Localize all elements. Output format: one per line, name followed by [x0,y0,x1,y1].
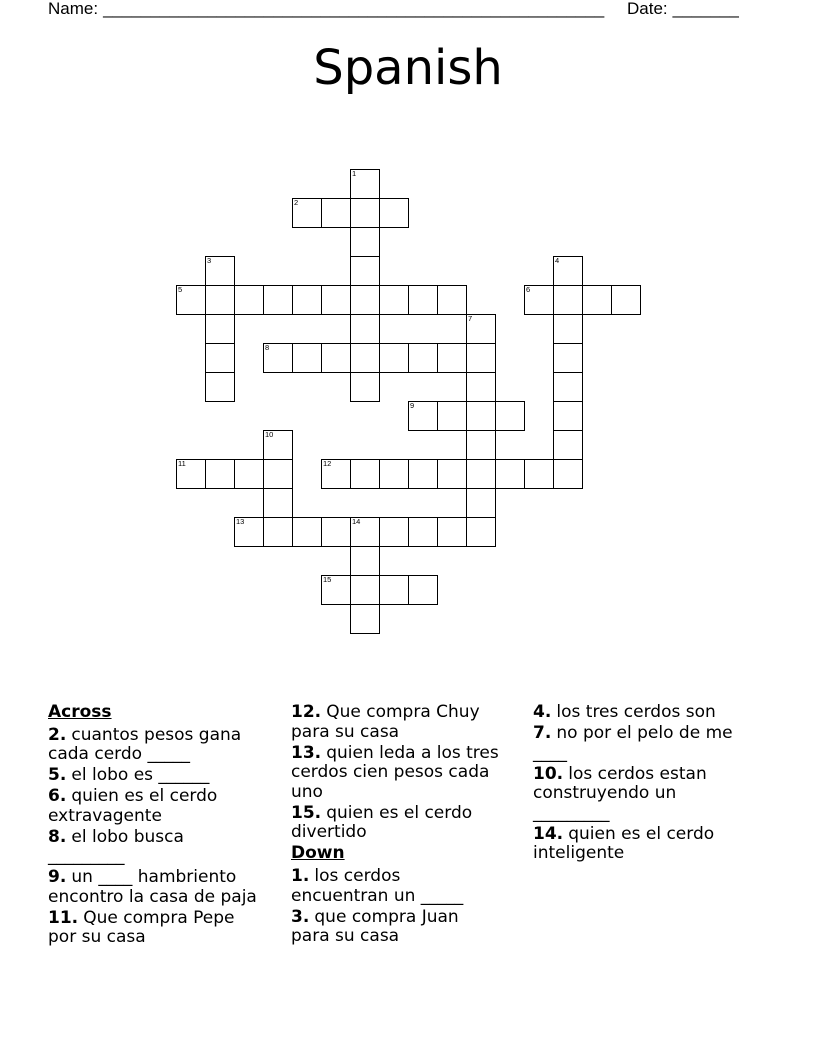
crossword-cell [350,604,380,634]
crossword-cell [350,343,380,373]
name-label: Name: [48,0,99,18]
crossword-cell [263,285,293,315]
clue-number: 4. [533,702,552,722]
clue-text: Que compra Pepe por su casa [48,907,235,948]
across-clue [291,744,527,803]
crossword-cell [553,285,583,315]
across-clue [48,828,284,867]
across-clue [48,787,284,826]
crossword-cell [524,459,554,489]
crossword-cell [350,459,380,489]
down-clue [291,867,527,906]
crossword-cell [466,343,496,373]
down-clue [533,703,769,723]
clue-text: el lobo es ______ [71,765,210,786]
crossword-cell [553,430,583,460]
clue-text: el lobo busca _________ [48,826,184,867]
cell-clue-number: 12 [323,459,332,468]
clue-text: quien es el cerdo extravagente [48,786,218,826]
crossword-cell [321,517,351,547]
date-field [627,0,739,19]
crossword-cell [408,343,438,373]
crossword-cell [205,459,235,489]
crossword-cell [437,459,467,489]
cell-clue-number: 2 [294,198,299,207]
across-clue [48,726,284,765]
crossword-cell [234,459,264,489]
crossword-cell [611,285,641,315]
crossword-cell [582,285,612,315]
name-field [48,0,604,19]
crossword-cell [437,343,467,373]
crossword-cell [205,372,235,402]
clue-text: no por el pelo de me ____ [533,722,733,763]
clue-number: 2. [48,724,67,745]
cell-clue-number: 9 [410,401,415,410]
cell-clue-number: 8 [265,343,270,352]
clue-number: 10. [533,763,564,784]
cell-clue-number: 7 [468,314,473,323]
clues-column-2 [291,703,527,948]
clue-number: 6. [48,786,67,807]
crossword-cell [350,372,380,402]
crossword-cell [408,285,438,315]
across-clue [291,804,527,843]
date-label: Date: [627,0,668,18]
crossword-cell [379,285,409,315]
crossword-cell [466,488,496,518]
down-clue [291,908,527,947]
crossword-cell [495,459,525,489]
clue-text: los cerdos encuentran un _____ [291,865,464,906]
crossword-cell [379,575,409,605]
crossword-cell [292,285,322,315]
cell-clue-number: 3 [207,256,212,265]
crossword-cell [408,517,438,547]
clue-number: 1. [291,865,310,886]
crossword-cell [263,517,293,547]
crossword-cell [466,430,496,460]
clue-text: quien es el cerdo divertido [291,802,473,843]
across-clue [291,703,527,742]
crossword-cell [350,314,380,344]
across-clue [48,868,284,907]
crossword-cell [350,198,380,228]
crossword-cell [205,343,235,373]
across-heading: Across [48,702,112,722]
crossword-cell [321,198,351,228]
crossword-cell [379,459,409,489]
clue-number: 12. [291,702,322,722]
clue-text: que compra Juan para su casa [291,906,459,947]
cell-clue-number: 5 [178,285,183,294]
cell-clue-number: 10 [265,430,274,439]
crossword-cell [350,546,380,576]
crossword-cell [553,314,583,344]
crossword-cell [466,517,496,547]
crossword-cell [379,517,409,547]
clue-number: 11. [48,907,79,928]
page-title: Spanish [313,40,503,96]
clue-number: 14. [533,823,564,844]
across-clue [48,766,284,786]
crossword-cell [350,227,380,257]
crossword-cell [553,459,583,489]
crossword-cell [466,372,496,402]
clue-text: los cerdos estan construyendo un _________ [533,763,707,823]
crossword-cell [408,575,438,605]
cell-clue-number: 4 [555,256,560,265]
clue-number: 8. [48,826,67,847]
cell-clue-number: 6 [526,285,531,294]
crossword-cell [350,256,380,286]
clue-text: Que compra Chuy para su casa [291,702,480,742]
cell-clue-number: 14 [352,517,361,526]
clue-text: quien es el cerdo inteligente [533,823,715,864]
crossword-cell [234,285,264,315]
crossword-cell [292,517,322,547]
clue-number: 15. [291,802,322,823]
down-clue [533,765,769,824]
crossword-cell [553,343,583,373]
cell-clue-number: 13 [236,517,245,526]
crossword-cell [350,575,380,605]
cell-clue-number: 1 [352,169,357,178]
crossword-cell [379,198,409,228]
crossword-cell [205,285,235,315]
clue-text: un ____ hambriento encontro la casa de paja [48,867,257,907]
name-blank-line: _____________________________________________________ [103,0,605,18]
clue-number: 9. [48,867,67,888]
crossword-cell [466,459,496,489]
crossword-cell [553,401,583,431]
clue-text: quien leda a los tres cerdos cien pesos cada uno [291,742,499,802]
crossword-cell [292,343,322,373]
crossword-cell [553,372,583,402]
crossword-cell [350,285,380,315]
clue-text: los tres cerdos son [556,702,716,722]
crossword-cell [437,517,467,547]
cell-clue-number: 15 [323,575,332,584]
crossword-cell [379,343,409,373]
crossword-cell [437,285,467,315]
clue-number: 5. [48,765,67,786]
crossword-cell [263,488,293,518]
clues-column-1 [48,703,284,949]
crossword-cell [466,401,496,431]
cell-clue-number: 11 [178,459,186,468]
down-clue [533,724,769,763]
clue-number: 7. [533,722,552,743]
across-clue [48,909,284,948]
date-blank-line: _______ [672,0,739,18]
clue-number: 13. [291,742,322,763]
crossword-cell [321,343,351,373]
clue-number: 3. [291,906,310,927]
clues-column-3 [533,703,769,865]
clue-text: cuantos pesos gana cada cerdo _____ [48,724,242,765]
down-heading: Down [291,843,345,864]
crossword-cell [321,285,351,315]
crossword-cell [263,459,293,489]
crossword-cell [495,401,525,431]
crossword-cell [408,459,438,489]
crossword-cell [437,401,467,431]
crossword-cell [205,314,235,344]
down-clue [533,825,769,864]
